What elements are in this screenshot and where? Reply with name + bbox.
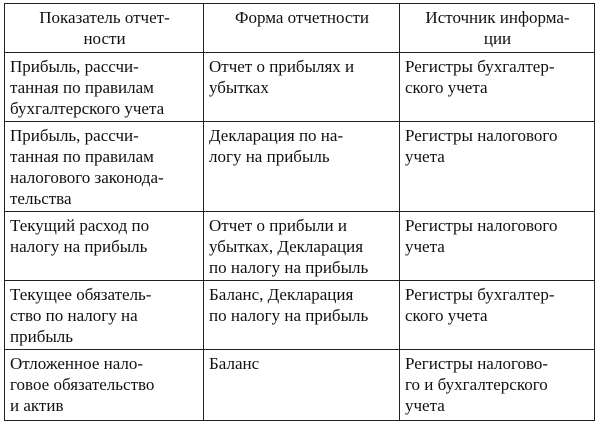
table-row bbox=[5, 212, 595, 281]
cell-info-source: Регистры налогово- го и бухгалтерского учета bbox=[400, 350, 595, 421]
cell-report-form: Отчет о прибыли и убытках, Декларация по налогу на прибыль bbox=[204, 212, 400, 281]
cell-info-source: Регистры налогового учета bbox=[400, 122, 595, 212]
cell-report-form: Баланс, Декларация по налогу на прибыль bbox=[204, 281, 400, 350]
cell-indicator: Прибыль, рассчи- танная по правилам налогового законода- тельства bbox=[5, 122, 204, 212]
tax-reporting-table bbox=[4, 3, 595, 421]
cell-info-source: Регистры налогового учета bbox=[400, 212, 595, 281]
cell-indicator: Прибыль, рассчи- танная по правилам бухгалтерского учета bbox=[5, 53, 204, 122]
cell-indicator: Отложенное нало- говое обязательство и актив bbox=[5, 350, 204, 421]
cell-report-form: Декларация по на- логу на прибыль bbox=[204, 122, 400, 212]
cell-indicator: Текущий расход по налогу на прибыль bbox=[5, 212, 204, 281]
table-row bbox=[5, 350, 595, 421]
cell-info-source: Регистры бухгалтер- ского учета bbox=[400, 53, 595, 122]
cell-info-source: Регистры бухгалтер- ского учета bbox=[400, 281, 595, 350]
cell-report-form: Баланс bbox=[204, 350, 400, 421]
table-row bbox=[5, 53, 595, 122]
table-row bbox=[5, 122, 595, 212]
cell-indicator: Текущее обязатель- ство по налогу на прибыль bbox=[5, 281, 204, 350]
table-row bbox=[5, 281, 595, 350]
table-header-row bbox=[5, 4, 595, 53]
header-indicator: Показатель отчет- ности bbox=[5, 4, 204, 53]
header-info-source: Источник информа- ции bbox=[400, 4, 595, 53]
cell-report-form: Отчет о прибылях и убытках bbox=[204, 53, 400, 122]
header-report-form: Форма отчетности bbox=[204, 4, 400, 53]
